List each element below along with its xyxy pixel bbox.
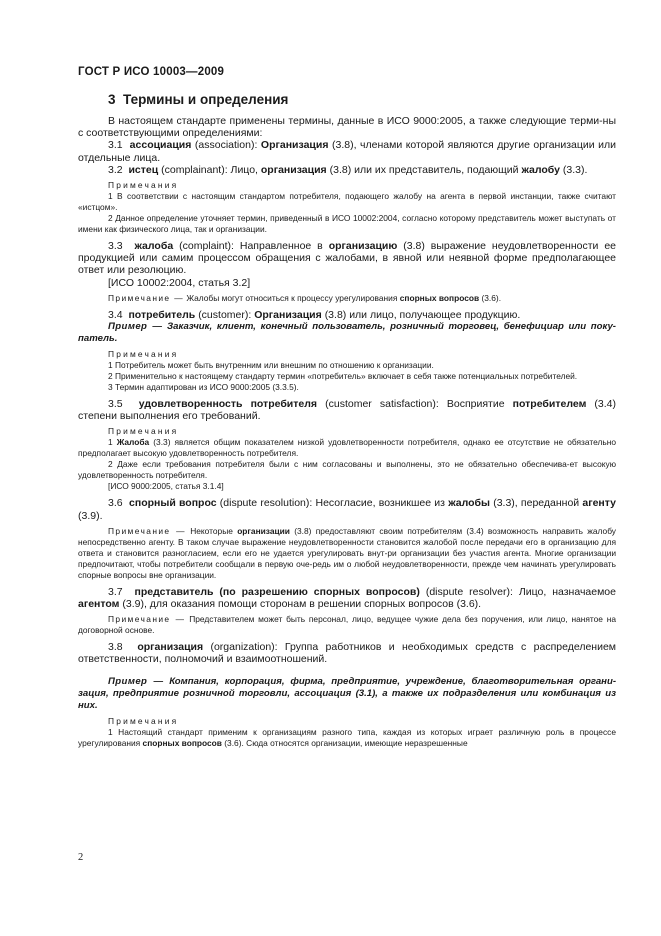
note-3-4-3: 3 Термин адаптирован из ИСО 9000:2005 (3.3.5). <box>108 382 299 393</box>
term-number: 3.1 <box>108 139 123 152</box>
example-3-8: Пример — Компания, корпорация, фирма, предприятие, учреждение, благотворительная органи-зация, предприятие розничной торговли, ассоциация (3.1), а также их подразделения или комбинация из них. <box>78 675 617 711</box>
term-name: ассоциация <box>129 139 192 152</box>
term-name: спорный вопрос <box>129 497 217 510</box>
note-3-2-2: 2 Данное определение уточняет термин, приведенный в ИСО 10002:2004, согласно которому представитель может выступать от имени как физического лица, так и организации. <box>78 213 616 235</box>
term-number: 3.7 <box>108 585 123 598</box>
term-3-8: 3.8 организация (organization): Группа работников и необходимых средств с распределением ответственности, полномочий и взаимоотношений. <box>78 641 617 666</box>
note-3-8-1: 1 Настоящий стандарт применим к организациям разного типа, каждая из которых играет различную роль в процессе урегулирования спорных вопросов (3.6). Сюда относятся организации, имеющие неразрешенные <box>78 726 616 748</box>
note-3-4-2: 2 Применительно к настоящему стандарту термин «потребитель» включает в себя также потенциальных потребителей. <box>108 371 578 382</box>
term-name: истец <box>128 163 159 176</box>
notes-heading: Примечания <box>108 180 179 191</box>
term-3-3: 3.3 жалоба (complaint): Направленное в организацию (3.8) выражение неудовлетворенности ее продукцией или самим процессом обращения с жалобами, в явной или неявной форме предполагающее ответ или резолюцию. <box>78 240 617 277</box>
term-3-4: 3.4 потребитель (customer): Организация (3.8) или лицо, получающее продукцию. <box>108 308 521 321</box>
notes-heading: Примечания <box>108 426 179 437</box>
source-3-3: [ИСО 10002:2004, статья 3.2] <box>108 276 251 289</box>
notes-heading: Примечания <box>108 715 179 726</box>
term-number: 3.2 <box>108 163 123 176</box>
term-number: 3.4 <box>108 308 123 321</box>
term-number: 3.8 <box>108 641 123 654</box>
note-3-6: Примечание — Некоторые организации (3.8) предоставляют своим потребителям (3.4) возможность направить жалобу непосредственно агенту. В таком случае выражение неудовлетворенности становится жалобой после передачи его в организацию для ответа и становится разногласием, если его не удается урегулировать внут-ри организации без участия агента. Многие организации предпочитают, чтобы потребители сообщали в первую оче-редь им о любой неудовлетворенности, прежде чем начинать урегулировать спорные вопросы вне организации. <box>78 525 616 580</box>
note-3-2-1: 1 В соответствии с настоящим стандартом потребителя, подающего жалобу на агента в первой инстанции, также считают «истцом». <box>78 191 616 213</box>
notes-heading: Примечания <box>108 349 179 360</box>
page-number: 2 <box>78 852 84 863</box>
note-3-5-1: 1 Жалоба (3.3) является общим показателем низкой удовлетворенности потребителя, однако ее отсутствие не обязательно предполагает высокую удовлетворенность потребителя. <box>78 437 617 459</box>
example-3-4: Пример — Заказчик, клиент, конечный пользователь, розничный торговец, бенефициар или поку-патель. <box>78 321 616 345</box>
term-3-5: 3.5 удовлетворенность потребителя (customer satisfaction): Восприятие потребителем (3.4) степени выполнения его требований. <box>78 398 617 423</box>
term-number: 3.5 <box>108 398 123 411</box>
note-3-4-1: 1 Потребитель может быть внутренним или внешним по отношению к организации. <box>108 360 434 371</box>
document-header: ГОСТ Р ИСО 10003—2009 <box>78 66 225 78</box>
page-content <box>78 92 616 749</box>
term-name: организация <box>137 641 204 654</box>
term-number: 3.3 <box>108 240 123 253</box>
note-3-7: Примечание — Представителем может быть персонал, лицо, ведущее чужие дела без поручения, или лицо, нанятое на договорной основе. <box>78 614 617 636</box>
note-3-3: Примечание — Жалобы могут относиться к процессу урегулирования спорных вопросов (3.6). <box>108 292 502 303</box>
term-name: представитель (по разрешению спорных вопросов) <box>134 585 420 598</box>
term-name: потребитель <box>128 308 196 321</box>
section-number: 3 <box>108 92 116 107</box>
term-name: жалоба <box>134 240 174 253</box>
term-3-7: 3.7 представитель (по разрешению спорных вопросов) (dispute resolver): Лицо, назначаемое агентом (3.9), для оказания помощи сторонам в решении спорных вопросов (3.6). <box>78 585 616 611</box>
term-name: удовлетворенность потребителя <box>138 398 318 411</box>
note-3-5-2: 2 Даже если требования потребителя были с ним согласованы и выполнены, это не обязательно обеспечива-ет высокую удовлетворенность потребителя. <box>78 459 616 481</box>
source-3-5: [ИСО 9000:2005, статья 3.1.4] <box>108 481 224 492</box>
section-heading <box>108 92 616 107</box>
intro-paragraph: В настоящем стандарте применены термины, данные в ИСО 9000:2005, а также следующие терми-ны с соответствующими определениями: <box>78 115 616 140</box>
term-3-2: 3.2 истец (complainant): Лицо, организация (3.8) или их представитель, подающий жалобу (3.3). <box>108 163 588 176</box>
term-number: 3.6 <box>108 497 123 510</box>
term-3-6: 3.6 спорный вопрос (dispute resolution): Несогласие, возникшее из жалобы (3.3), переданной агенту (3.9). <box>78 497 617 522</box>
section-title: Термины и определения <box>123 92 289 107</box>
term-3-1: 3.1 ассоциация (association): Организация (3.8), членами которой являются другие организации или отдельные лица. <box>78 139 616 164</box>
